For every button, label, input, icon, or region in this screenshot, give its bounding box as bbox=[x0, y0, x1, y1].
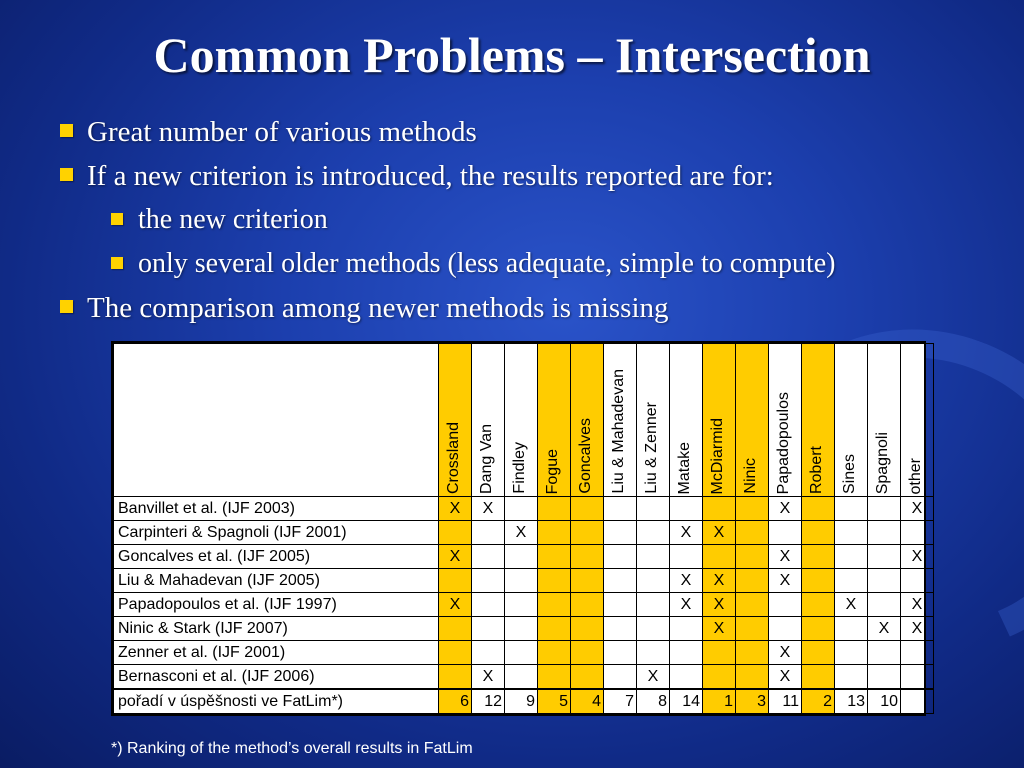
table-cell bbox=[505, 665, 538, 690]
ranking-cell: 1 bbox=[703, 689, 736, 714]
bullet-square-icon bbox=[111, 213, 123, 225]
bullet-list bbox=[60, 110, 1010, 330]
table-cell bbox=[835, 641, 868, 665]
table-cell bbox=[901, 569, 934, 593]
row-label: Bernasconi et al. (IJF 2006) bbox=[114, 665, 439, 690]
table-cell bbox=[802, 521, 835, 545]
table-cell: X bbox=[703, 569, 736, 593]
table-cell bbox=[505, 593, 538, 617]
method-column-header bbox=[802, 344, 835, 497]
table-cell bbox=[736, 593, 769, 617]
table-cell bbox=[901, 665, 934, 690]
table-cell bbox=[505, 617, 538, 641]
table-row bbox=[114, 521, 934, 545]
method-column-header bbox=[637, 344, 670, 497]
table-header-row bbox=[114, 344, 934, 497]
table-cell: X bbox=[637, 665, 670, 690]
table-cell bbox=[736, 569, 769, 593]
method-column-header bbox=[439, 344, 472, 497]
table-cell bbox=[571, 665, 604, 690]
table-cell: X bbox=[901, 593, 934, 617]
method-name: Spagnoli bbox=[874, 431, 891, 494]
table-cell bbox=[868, 593, 901, 617]
method-column-header bbox=[868, 344, 901, 497]
table-cell bbox=[835, 545, 868, 569]
bullet-item bbox=[60, 286, 1010, 330]
table-cell: X bbox=[670, 593, 703, 617]
table-row bbox=[114, 497, 934, 521]
table-row bbox=[114, 569, 934, 593]
table-cell bbox=[901, 641, 934, 665]
table-cell bbox=[637, 617, 670, 641]
bullet-item bbox=[60, 110, 1010, 154]
table-cell bbox=[472, 617, 505, 641]
ranking-cell: 12 bbox=[472, 689, 505, 714]
table-cell bbox=[835, 617, 868, 641]
table-cell: X bbox=[703, 521, 736, 545]
table-cell: X bbox=[439, 545, 472, 569]
bullet-text: Great number of various methods bbox=[87, 116, 477, 148]
row-label: Papadopoulos et al. (IJF 1997) bbox=[114, 593, 439, 617]
table-cell bbox=[736, 665, 769, 690]
table-cell bbox=[835, 521, 868, 545]
table-cell bbox=[835, 665, 868, 690]
table-cell bbox=[703, 665, 736, 690]
method-column-header bbox=[670, 344, 703, 497]
method-name: Ninic bbox=[742, 458, 759, 494]
table-cell bbox=[538, 641, 571, 665]
ranking-cell: 7 bbox=[604, 689, 637, 714]
table-cell: X bbox=[439, 593, 472, 617]
method-column-header bbox=[571, 344, 604, 497]
table-cell bbox=[802, 569, 835, 593]
row-label: Banvillet et al. (IJF 2003) bbox=[114, 497, 439, 521]
table-cell bbox=[538, 617, 571, 641]
method-column-header bbox=[604, 344, 637, 497]
table-cell bbox=[802, 497, 835, 521]
method-column-header bbox=[835, 344, 868, 497]
table-cell bbox=[736, 641, 769, 665]
comparison-table-container bbox=[111, 341, 926, 716]
ranking-cell: 9 bbox=[505, 689, 538, 714]
method-name: Goncalves bbox=[577, 418, 594, 494]
table-cell bbox=[505, 545, 538, 569]
bullet-square-icon bbox=[60, 300, 73, 313]
table-cell bbox=[736, 497, 769, 521]
ranking-cell: 11 bbox=[769, 689, 802, 714]
table-cell bbox=[571, 521, 604, 545]
table-cell: X bbox=[868, 617, 901, 641]
method-name: Findley bbox=[511, 442, 528, 494]
table-cell bbox=[538, 569, 571, 593]
table-cell bbox=[571, 617, 604, 641]
table-cell bbox=[472, 545, 505, 569]
method-name: Papadopoulos bbox=[775, 391, 792, 494]
table-cell bbox=[604, 665, 637, 690]
table-cell: X bbox=[769, 641, 802, 665]
table-cell bbox=[703, 545, 736, 569]
table-cell bbox=[637, 569, 670, 593]
table-cell bbox=[835, 569, 868, 593]
table-cell: X bbox=[901, 617, 934, 641]
table-cell bbox=[571, 641, 604, 665]
table-cell bbox=[670, 497, 703, 521]
method-column-header bbox=[736, 344, 769, 497]
table-cell bbox=[439, 641, 472, 665]
table-cell bbox=[604, 545, 637, 569]
table-row bbox=[114, 545, 934, 569]
row-label: Carpinteri & Spagnoli (IJF 2001) bbox=[114, 521, 439, 545]
bullet-text: The comparison among newer methods is missing bbox=[87, 292, 669, 324]
table-cell bbox=[538, 521, 571, 545]
table-cell bbox=[604, 569, 637, 593]
method-column-header bbox=[703, 344, 736, 497]
footnote: *) Ranking of the method’s overall results in FatLim bbox=[111, 740, 473, 757]
table-cell bbox=[505, 497, 538, 521]
table-cell bbox=[769, 617, 802, 641]
method-column-header bbox=[769, 344, 802, 497]
table-cell bbox=[868, 545, 901, 569]
table-cell: X bbox=[703, 593, 736, 617]
table-cell: X bbox=[472, 497, 505, 521]
table-cell bbox=[472, 593, 505, 617]
method-name: other bbox=[907, 457, 924, 494]
ranking-cell bbox=[901, 689, 934, 714]
table-cell: X bbox=[769, 569, 802, 593]
table-cell bbox=[571, 593, 604, 617]
method-name: Dang Van bbox=[478, 424, 495, 494]
ranking-cell: 10 bbox=[868, 689, 901, 714]
ranking-cell: 13 bbox=[835, 689, 868, 714]
table-cell bbox=[637, 641, 670, 665]
table-cell bbox=[604, 521, 637, 545]
table-cell bbox=[670, 545, 703, 569]
table-cell: X bbox=[670, 521, 703, 545]
method-column-header bbox=[505, 344, 538, 497]
table-cell bbox=[472, 521, 505, 545]
ranking-cell: 2 bbox=[802, 689, 835, 714]
table-row bbox=[114, 617, 934, 641]
table-cell bbox=[868, 641, 901, 665]
table-cell bbox=[802, 641, 835, 665]
table-cell: X bbox=[670, 569, 703, 593]
table-cell bbox=[637, 593, 670, 617]
table-cell bbox=[802, 593, 835, 617]
sub-bullet-item bbox=[60, 242, 1010, 286]
ranking-cell: 8 bbox=[637, 689, 670, 714]
table-cell bbox=[802, 665, 835, 690]
ranking-cell: 5 bbox=[538, 689, 571, 714]
row-label: Liu & Mahadevan (IJF 2005) bbox=[114, 569, 439, 593]
table-cell: X bbox=[901, 545, 934, 569]
bullet-text: only several older methods (less adequate, simple to compute) bbox=[138, 248, 836, 279]
table-cell bbox=[868, 569, 901, 593]
table-row bbox=[114, 641, 934, 665]
table-cell bbox=[439, 569, 472, 593]
table-row bbox=[114, 665, 934, 690]
comparison-table bbox=[113, 343, 934, 714]
table-cell bbox=[670, 641, 703, 665]
method-name: Liu & Mahadevan bbox=[610, 369, 627, 494]
table-cell bbox=[703, 497, 736, 521]
table-cell bbox=[769, 593, 802, 617]
table-cell: X bbox=[769, 665, 802, 690]
table-cell bbox=[439, 617, 472, 641]
bullet-text: the new criterion bbox=[138, 204, 328, 235]
slide-title: Common Problems – Intersection bbox=[153, 27, 871, 83]
table-row bbox=[114, 593, 934, 617]
ranking-cell: 3 bbox=[736, 689, 769, 714]
method-name: Matake bbox=[676, 441, 693, 494]
ranking-cell: 14 bbox=[670, 689, 703, 714]
method-column-header bbox=[538, 344, 571, 497]
row-label: Zenner et al. (IJF 2001) bbox=[114, 641, 439, 665]
table-cell: X bbox=[769, 545, 802, 569]
table-cell bbox=[637, 497, 670, 521]
table-cell bbox=[439, 665, 472, 690]
table-cell bbox=[472, 641, 505, 665]
table-cell bbox=[571, 545, 604, 569]
table-cell bbox=[472, 569, 505, 593]
table-cell bbox=[571, 569, 604, 593]
table-cell: X bbox=[769, 497, 802, 521]
table-cell bbox=[505, 641, 538, 665]
table-cell: X bbox=[835, 593, 868, 617]
method-name: Sines bbox=[841, 453, 858, 494]
table-cell: X bbox=[703, 617, 736, 641]
table-cell bbox=[835, 497, 868, 521]
bullet-item bbox=[60, 154, 1010, 198]
table-cell: X bbox=[505, 521, 538, 545]
bullet-text: If a new criterion is introduced, the results reported are for: bbox=[87, 160, 774, 192]
sub-bullet-item bbox=[60, 198, 1010, 242]
table-cell bbox=[604, 497, 637, 521]
bullet-square-icon bbox=[60, 168, 73, 181]
table-cell bbox=[637, 545, 670, 569]
method-column-header bbox=[472, 344, 505, 497]
table-cell bbox=[736, 545, 769, 569]
table-cell bbox=[538, 665, 571, 690]
method-column-header bbox=[901, 344, 934, 497]
table-cell bbox=[571, 497, 604, 521]
table-cell bbox=[802, 617, 835, 641]
row-label: Ninic & Stark (IJF 2007) bbox=[114, 617, 439, 641]
row-label: Goncalves et al. (IJF 2005) bbox=[114, 545, 439, 569]
ranking-row bbox=[114, 689, 934, 714]
table-cell bbox=[670, 617, 703, 641]
table-cell bbox=[703, 641, 736, 665]
bullet-square-icon bbox=[111, 257, 123, 269]
method-name: Liu & Zenner bbox=[643, 402, 660, 494]
table-cell: X bbox=[901, 497, 934, 521]
method-name: Fogue bbox=[544, 448, 561, 494]
ranking-cell: 6 bbox=[439, 689, 472, 714]
table-cell bbox=[868, 521, 901, 545]
table-cell bbox=[637, 521, 670, 545]
table-cell bbox=[538, 497, 571, 521]
ranking-cell: 4 bbox=[571, 689, 604, 714]
table-cell bbox=[439, 521, 472, 545]
table-cell bbox=[769, 521, 802, 545]
table-cell bbox=[604, 617, 637, 641]
table-cell bbox=[505, 569, 538, 593]
table-cell bbox=[670, 665, 703, 690]
table-cell bbox=[538, 593, 571, 617]
method-name: Robert bbox=[808, 445, 825, 494]
table-cell bbox=[868, 665, 901, 690]
method-name: Crossland bbox=[445, 421, 462, 494]
table-cell bbox=[802, 545, 835, 569]
table-cell bbox=[538, 545, 571, 569]
table-corner-cell bbox=[114, 344, 439, 497]
table-cell bbox=[868, 497, 901, 521]
ranking-label: pořadí v úspěšnosti ve FatLim*) bbox=[114, 689, 439, 714]
table-cell bbox=[736, 521, 769, 545]
table-cell: X bbox=[472, 665, 505, 690]
table-cell bbox=[736, 617, 769, 641]
table-cell bbox=[901, 521, 934, 545]
table-cell: X bbox=[439, 497, 472, 521]
bullet-square-icon bbox=[60, 124, 73, 137]
table-cell bbox=[604, 641, 637, 665]
method-name: McDiarmid bbox=[709, 417, 726, 494]
table-cell bbox=[604, 593, 637, 617]
